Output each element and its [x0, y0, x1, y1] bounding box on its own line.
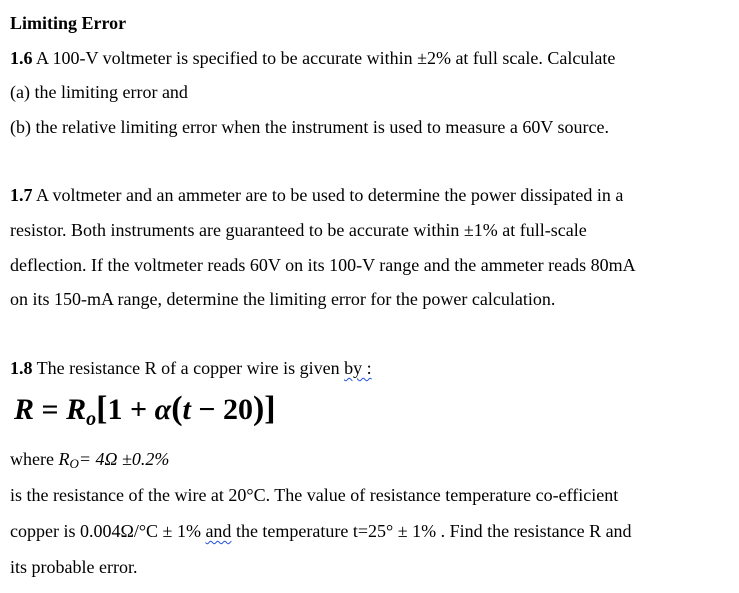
formula-paren-open: ( — [171, 390, 183, 427]
problem-number: 1.8 — [10, 358, 33, 378]
formula-minus: − 20 — [190, 393, 253, 426]
problem-1-7-line-3: deflection. If the voltmeter reads 60V on its 100-V range and the ammeter reads 80mA — [10, 255, 636, 275]
problem-1-8-line-4 — [10, 520, 632, 542]
problem-text: A voltmeter and an ammeter are to be used to determine the power dissipated in a — [32, 185, 624, 205]
where-r: R — [58, 449, 70, 469]
problem-text: The resistance R of a copper wire is given — [32, 358, 345, 378]
problem-1-8-where — [10, 448, 169, 472]
problem-1-8-line-3: is the resistance of the wire at 20°C. The value of resistance temperature co-efficient — [10, 485, 619, 505]
problem-1-6-line-1 — [10, 47, 615, 69]
problem-1-6-line-3: (b) the relative limiting error when the instrument is used to measure a 60V source. — [10, 117, 610, 137]
problem-number: 1.7 — [10, 185, 33, 205]
formula-paren-close: ) — [252, 390, 265, 427]
text-part: the temperature t=25° ± 1% . Find the resistance R and — [231, 521, 632, 541]
formula-bracket-close: ] — [264, 390, 276, 427]
problem-number: 1.6 — [10, 48, 33, 68]
spellcheck-underline: and — [205, 521, 232, 541]
formula-bracket-open: [ — [96, 390, 108, 427]
problem-1-6-line-2: (a) the limiting error and — [10, 82, 188, 102]
formula-t: t — [182, 393, 191, 426]
problem-1-8-line-5: its probable error. — [10, 557, 138, 577]
section-title: Limiting Error — [10, 13, 127, 33]
problem-1-7-line-2: resistor. Both instruments are guaranteed to be accurate within ±1% at full-scale — [10, 220, 587, 240]
where-subscript: O — [69, 456, 79, 471]
formula-alpha: α — [154, 393, 172, 426]
formula-one: 1 + — [107, 393, 155, 426]
where-prefix: where — [10, 449, 59, 469]
text-part: copper is 0.004Ω/°C ± 1% — [10, 521, 206, 541]
formula-r0: R — [66, 393, 87, 426]
spellcheck-underline: by : — [344, 358, 372, 378]
resistance-formula — [14, 389, 276, 433]
formula-r: R — [14, 393, 35, 426]
formula-equals: = — [34, 393, 67, 426]
problem-text: A 100-V voltmeter is specified to be accurate within ±2% at full scale. Calculate — [32, 48, 616, 68]
problem-1-7-line-1 — [10, 184, 623, 206]
problem-1-7-line-4: on its 150-mA range, determine the limiting error for the power calculation. — [10, 289, 556, 309]
where-rest: = 4Ω ±0.2% — [78, 449, 170, 469]
formula-subscript: o — [86, 408, 97, 430]
problem-1-8-line-1 — [10, 357, 372, 379]
